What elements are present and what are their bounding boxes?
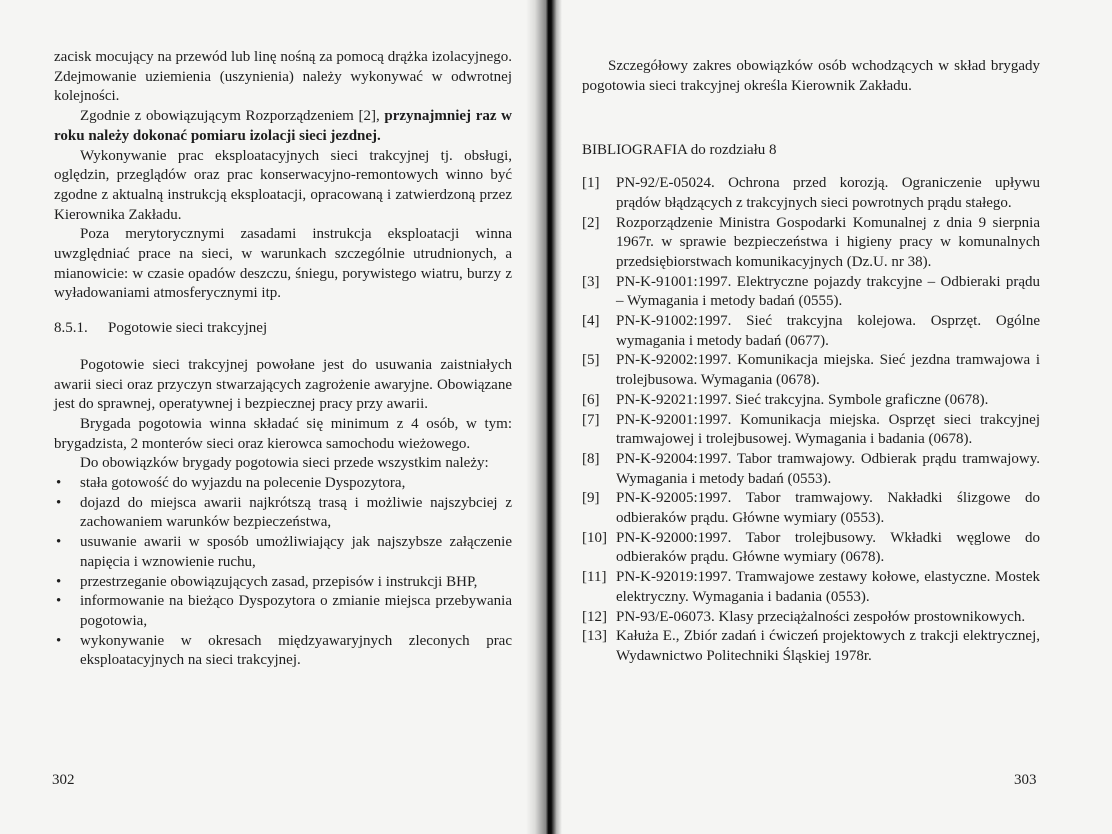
list-item-text: wykonywanie w okresach międzyawaryjnych zleconych prac eksploatacyjnych na sieci trakcyjnej. <box>80 632 512 669</box>
bibliography-title: BIBLIOGRAFIA do rozdziału 8 <box>582 142 777 159</box>
section-heading <box>54 319 512 339</box>
reference-text: PN-K-92004:1997. Tabor tramwajowy. Odbierak prądu tramwajowy. Wymagania i metody badań (0553). <box>616 450 1040 487</box>
reference-number: [8] <box>582 450 600 467</box>
reference-number: [9] <box>582 490 600 507</box>
reference-number: [12] <box>582 608 607 625</box>
reference-text: PN-K-92019:1997. Tramwajowe zestawy kołowe, elastyczne. Mostek elektryczny. Wymagania i badania (0553). <box>616 569 1040 605</box>
reference-number: [4] <box>582 313 600 330</box>
reference-text: Kałuża E., Zbiór zadań i ćwiczeń projektowych z trakcji elektrycznej, Wydawnictwo Politechniki Śląskiej 1978r. <box>616 628 1040 664</box>
reference-text: PN-K-92002:1997. Komunikacja miejska. Sieć jezdna tramwajowa i trolejbusowa. Wymagania (0678). <box>616 352 1040 389</box>
reference-number: [6] <box>582 391 600 408</box>
section-number: 8.5.1. <box>54 320 88 337</box>
list-item <box>54 592 512 631</box>
bibliography-entry <box>582 608 1040 628</box>
bibliography-entry <box>582 174 1040 213</box>
bullet-icon: • <box>56 632 62 649</box>
reference-number: [1] <box>582 175 600 192</box>
bibliography-entry <box>582 273 1040 312</box>
bold-statement: przynajmniej raz w roku należy dokonać pomiaru izolacji sieci jezdnej. <box>54 108 512 144</box>
paragraph <box>54 107 512 146</box>
list-item-text: stała gotowość do wyjazdu na polecenie Dyspozytora, <box>80 475 406 492</box>
reference-number: [2] <box>582 214 600 231</box>
reference-number: [5] <box>582 352 600 369</box>
list-item <box>54 494 512 533</box>
paragraph: Brygada pogotowia winna składać się minimum z 4 osób, w tym: brygadzista, 2 monterów sieci oraz kierowca samochodu wieżowego. <box>54 415 512 452</box>
list-item <box>54 533 512 572</box>
book-spine-shadow <box>526 0 562 834</box>
right-page <box>556 0 1112 834</box>
reference-text: PN-K-92001:1997. Komunikacja miejska. Osprzęt sieci trakcyjnej tramwajowej i trolejbusowej. Wymagania i badania (0678). <box>616 411 1040 448</box>
bibliography-entry <box>582 529 1040 568</box>
page-number: 302 <box>52 772 75 788</box>
bibliography-entry <box>582 450 1040 489</box>
reference-text: PN-K-92005:1997. Tabor tramwajowy. Nakładki ślizgowe do odbieraków prądu. Główne wymiary (0553). <box>616 490 1040 527</box>
list-item <box>54 474 512 494</box>
reference-number: [13] <box>582 628 607 645</box>
reference-number: [10] <box>582 529 607 546</box>
bibliography-entry <box>582 489 1040 528</box>
list-item-text: dojazd do miejsca awarii najkrótszą trasą i możliwie najszybciej z zachowaniem warunków bezpieczeństwa, <box>80 494 512 531</box>
list-item-text: informowanie na bieżąco Dyspozytora o zmianie miejsca przebywania pogotowia, <box>80 593 512 629</box>
paragraph: Szczegółowy zakres obowiązków osób wchodzących w skład brygady pogotowia sieci trakcyjnej określa Kierownik Zakładu. <box>582 58 1040 94</box>
bibliography-entry <box>582 411 1040 450</box>
paragraph: Poza merytorycznymi zasadami instrukcja eksploatacji winna uwzględniać prace na sieci, w warunkach szczególnie utrudnionych, a mianowicie: w czasie opadów deszczu, śniegu, porywistego wiatru, burzy z wyładowaniami atmosferycznymi itp. <box>54 226 512 302</box>
bibliography-entry <box>582 214 1040 273</box>
paragraph: Pogotowie sieci trakcyjnej powołane jest do usuwania zaistniałych awarii sieci oraz przyczyn stwarzających zagrożenie awaryjne. Obowiązane jest do sprawnej, operatywnej i bezpiecznej pracy przy awarii. <box>54 356 512 413</box>
reference-text: Rozporządzenie Ministra Gospodarki Komunalnej z dnia 9 sierpnia 1967r. w sprawie bezpieczeństwa i higieny pracy w komunalnych przedsiębiorstwach komunikacyjnych (Dz.U. nr 38). <box>616 214 1040 270</box>
reference-text: PN-92/E-05024. Ochrona przed korozją. Ograniczenie upływu prądów błądzących z trakcyjnych sieci powrotnych prądu stałego. <box>616 175 1040 211</box>
bibliography-entry <box>582 627 1040 666</box>
bullet-icon: • <box>56 593 62 610</box>
reference-number: [3] <box>582 273 600 290</box>
reference-text: PN-K-91001:1997. Elektryczne pojazdy trakcyjne – Odbieraki prądu – Wymagania i metody badań (0555). <box>616 273 1040 310</box>
bullet-icon: • <box>56 534 62 551</box>
right-page-body <box>582 57 1040 667</box>
paragraph: zacisk mocujący na przewód lub linę nośną za pomocą drążka izolacyjnego. Zdejmowanie uziemienia (uszynienia) należy wykonywać w odwrotnej kolejności. <box>54 49 512 105</box>
reference-text: PN-K-92000:1997. Tabor trolejbusowy. Wkładki węglowe do odbieraków prądu. Główne wymiary (0678). <box>616 529 1040 566</box>
bibliography-entry <box>582 568 1040 607</box>
reference-text: PN-K-91002:1997. Sieć trakcyjna kolejowa. Osprzęt. Ogólne wymagania i metody badań (0677). <box>616 313 1040 349</box>
paragraph: Do obowiązków brygady pogotowia sieci przede wszystkim należy: <box>80 455 489 472</box>
section-title: Pogotowie sieci trakcyjnej <box>108 320 268 337</box>
left-page <box>0 0 548 834</box>
bibliography-entry <box>582 312 1040 351</box>
reference-text: PN-93/E-06073. Klasy przeciążalności zespołów prostownikowych. <box>616 608 1026 625</box>
bibliography-entry <box>582 391 1040 411</box>
left-page-body <box>54 48 512 671</box>
list-item-text: przestrzeganie obowiązujących zasad, przepisów i instrukcji BHP, <box>80 573 478 590</box>
list-item-text: usuwanie awarii w sposób umożliwiający jak najszybsze załączenie napięcia i wznowienie ruchu, <box>80 534 512 570</box>
paragraph-text: Zgodnie z obowiązującym Rozporządzeniem [2], <box>80 108 385 125</box>
reference-number: [11] <box>582 569 607 586</box>
list-item <box>54 573 512 593</box>
page-number: 303 <box>1014 772 1037 788</box>
paragraph: Wykonywanie prac eksploatacyjnych sieci trakcyjnej tj. obsługi, oględzin, przeglądów oraz prac konserwacyjno-remontowych winno być zgodne z aktualną instrukcją eksploatacji, opracowaną i zatwierdzoną przez Kierownika Zakładu. <box>54 147 512 223</box>
bibliography-list <box>582 174 1040 667</box>
bullet-icon: • <box>56 475 62 492</box>
list-item <box>54 632 512 671</box>
reference-text: PN-K-92021:1997. Sieć trakcyjna. Symbole graficzne (0678). <box>616 391 989 408</box>
duties-list <box>54 474 512 671</box>
bullet-icon: • <box>56 573 62 590</box>
bibliography-entry <box>582 351 1040 390</box>
bullet-icon: • <box>56 494 62 511</box>
reference-number: [7] <box>582 411 600 428</box>
